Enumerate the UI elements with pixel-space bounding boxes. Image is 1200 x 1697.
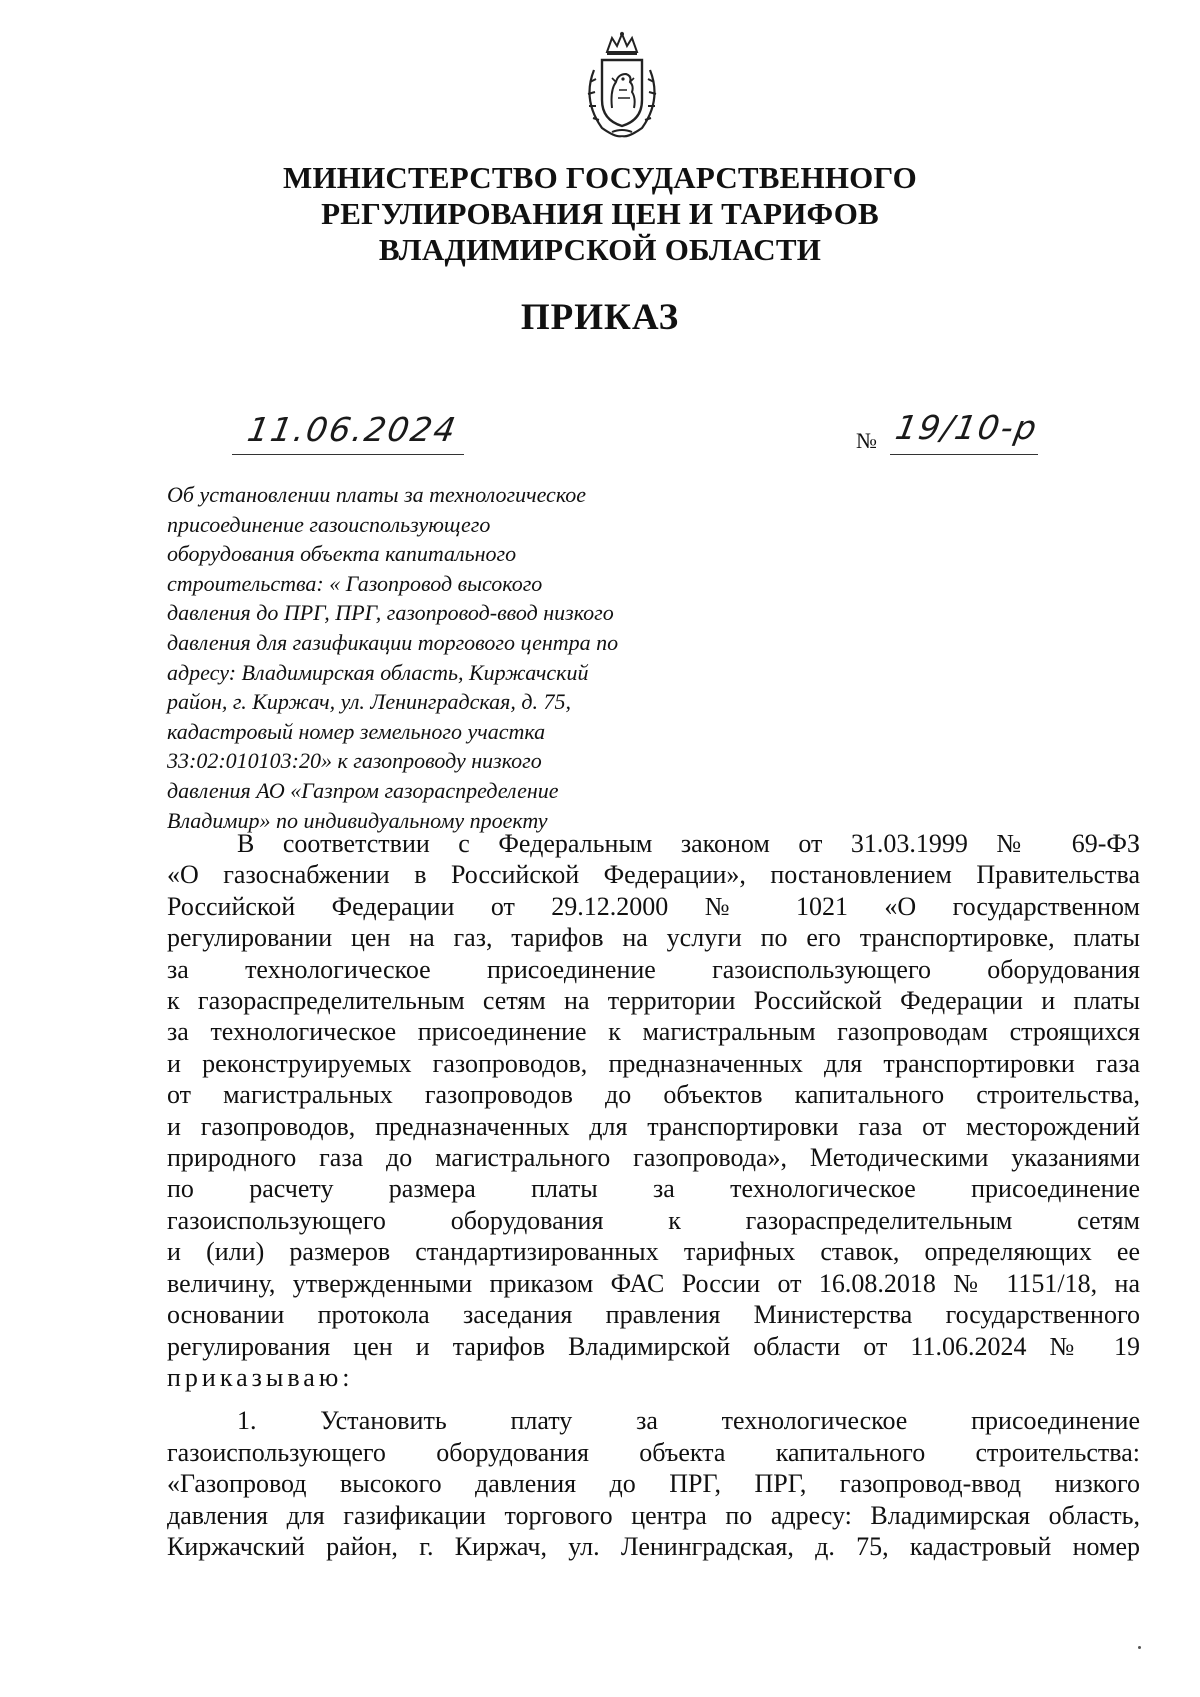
- header-line: ВЛАДИМИРСКОЙ ОБЛАСТИ: [378, 232, 822, 267]
- body-line: Российской Федерации от 29.12.2000 № 1021 «О государственном: [167, 891, 1140, 921]
- subject-line: оборудования объекта капитального: [167, 541, 517, 567]
- ministry-header: [0, 160, 1200, 268]
- subject-line: давления АО «Газпром газораспределение: [167, 777, 559, 803]
- number-underline: [890, 454, 1038, 455]
- body-line: и (или) размеров стандартизированных тарифных ставок, определяющих ее: [167, 1237, 1140, 1267]
- decree-word: приказываю:: [167, 1362, 354, 1392]
- item-line: 1. Установить плату за технологическое присоединение: [237, 1406, 1140, 1436]
- body-line: газоиспользующего оборудования к газораспределительным сетям: [167, 1205, 1140, 1235]
- order-subject: [167, 480, 667, 835]
- subject-line: давления до ПРГ, ПРГ, газопровод-ввод низкого: [167, 600, 614, 626]
- body-line: по расчету размера платы за технологическое присоединение: [167, 1174, 1140, 1204]
- item-line: газоиспользующего оборудования объекта капитального строительства:: [167, 1437, 1140, 1467]
- subject-line: кадастровый номер земельного участка: [167, 718, 546, 744]
- item-line: Киржачский район, г. Киржач, ул. Ленинградская, д. 75, кадастровый номер: [167, 1531, 1140, 1561]
- subject-line: строительства: « Газопровод высокого: [167, 570, 543, 596]
- subject-line: присоединение газоиспользующего: [167, 511, 491, 537]
- body-line: В соответствии с Федеральным законом от 31.03.1999 № 69-ФЗ: [237, 829, 1140, 858]
- order-body: [167, 828, 1140, 1562]
- subject-line: Об установлении платы за технологическое: [167, 482, 587, 507]
- body-line: регулирования цен и тарифов Владимирской области от 11.06.2024 № 19: [167, 1331, 1140, 1361]
- document-type-title: ПРИКАЗ: [520, 297, 680, 338]
- body-line: за технологическое присоединение к магистральным газопроводам строящихся: [167, 1017, 1140, 1047]
- item-line: «Газопровод высокого давления до ПРГ, ПРГ, газопровод-ввод низкого: [167, 1469, 1140, 1499]
- handwritten-date: 11.06.2024: [244, 410, 461, 449]
- body-line: регулировании цен на газ, тарифов на услуги по его транспортировке, платы: [167, 923, 1140, 953]
- header-line: РЕГУЛИРОВАНИЯ ЦЕН И ТАРИФОВ: [321, 196, 879, 231]
- item-line: давления для газификации торгового центра по адресу: Владимирская область,: [167, 1500, 1140, 1530]
- subject-line: адресу: Владимирская область, Киржачский: [167, 659, 589, 685]
- number-label: №: [856, 428, 877, 453]
- date-underline: [232, 454, 464, 455]
- body-line: «О газоснабжении в Российской Федерации», постановлением Правительства: [167, 860, 1140, 890]
- body-line: к газораспределительным сетям на территории Российской Федерации и платы: [167, 986, 1140, 1016]
- body-line: и газопроводов, предназначенных для транспортировки газа от месторождений: [167, 1111, 1140, 1141]
- body-line: основании протокола заседания правления Министерства государственного: [167, 1300, 1140, 1330]
- body-line: и реконструируемых газопроводов, предназначенных для транспортировки газа: [167, 1048, 1140, 1078]
- body-line: природного газа до магистрального газопровода», Методическими указаниями: [167, 1143, 1140, 1173]
- subject-line: 33:02:010103:20» к газопроводу низкого: [167, 748, 542, 774]
- coat-of-arms-emblem: [572, 30, 672, 140]
- subject-line: район, г. Киржач, ул. Ленинградская, д. 75,: [167, 689, 571, 715]
- subject-line: давления для газификации торгового центра по: [167, 629, 619, 655]
- handwritten-number: 19/10-р: [892, 408, 1042, 447]
- subject-line: Владимир» по индивидуальному проекту: [167, 807, 548, 833]
- scan-dot: [1138, 1646, 1141, 1649]
- header-line: МИНИСТЕРСТВО ГОСУДАРСТВЕННОГО: [283, 160, 917, 195]
- body-line: величину, утвержденными приказом ФАС России от 16.08.2018 № 1151/18, на: [167, 1268, 1140, 1298]
- body-line: за технологическое присоединение газоиспользующего оборудования: [167, 954, 1140, 984]
- body-line: от магистральных газопроводов до объектов капитального строительства,: [167, 1080, 1140, 1110]
- paragraph-gap: [167, 1393, 1140, 1405]
